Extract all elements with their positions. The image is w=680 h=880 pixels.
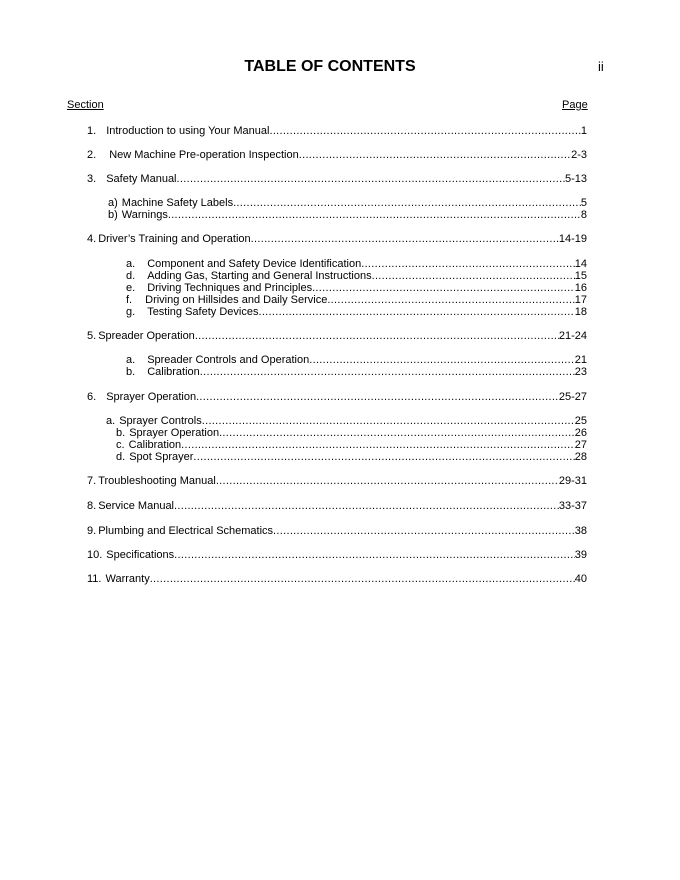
toc-entry-marker: 7. — [87, 475, 97, 487]
page-title: TABLE OF CONTENTS — [244, 58, 416, 75]
toc-entry — [126, 354, 587, 366]
toc-entry — [87, 173, 587, 185]
dot-leader — [181, 439, 575, 451]
toc-entry-label — [126, 270, 372, 282]
toc-entry-title: Driving Techniques and Principles — [147, 282, 313, 294]
dot-leader — [299, 149, 571, 161]
toc-entry-page: 38 — [574, 525, 587, 537]
toc-entry-title: Driving on Hillsides and Daily Service — [145, 294, 328, 306]
toc-entry-label — [126, 258, 361, 270]
toc-entry-page: 1 — [580, 125, 587, 137]
toc-entry — [87, 500, 587, 512]
toc-entry-page: 40 — [574, 573, 587, 585]
toc-entry-marker: 10. — [87, 549, 103, 561]
dot-leader — [202, 415, 575, 427]
toc-entry — [126, 258, 587, 270]
toc-entry-label — [126, 306, 258, 318]
toc-entry-title: Warranty — [105, 573, 150, 585]
dot-leader — [361, 258, 575, 270]
toc-entry-marker: 3. — [87, 173, 97, 185]
toc-entry-page: 39 — [574, 549, 587, 561]
toc-entry-page: 5 — [580, 197, 587, 209]
toc-entry-title: Driver’s Training and Operation — [98, 233, 251, 245]
toc-entry-label — [116, 451, 193, 463]
toc-entry-label — [87, 573, 150, 585]
dot-leader — [193, 451, 574, 463]
toc-entry-page: 21 — [574, 354, 587, 366]
toc-entry-title: Spot Sprayer — [129, 451, 194, 463]
toc-entry-page: 5-13 — [564, 173, 587, 185]
toc-entry-title: Troubleshooting Manual — [98, 475, 216, 487]
toc-entry — [87, 525, 587, 537]
toc-entry — [126, 270, 587, 282]
dot-leader — [372, 270, 575, 282]
toc-entry-title: Adding Gas, Starting and General Instructions — [147, 270, 372, 282]
toc-entry — [87, 330, 587, 342]
toc-entry-marker: 1. — [87, 125, 97, 137]
toc-entry-marker: 2. — [87, 149, 97, 161]
toc-entry — [126, 306, 587, 318]
toc-entry-label — [87, 173, 177, 185]
toc-entry-marker: f. — [126, 294, 133, 306]
toc-entry-label — [87, 233, 251, 245]
toc-entry-label — [108, 197, 233, 209]
toc-entry-title: Warnings — [121, 209, 168, 221]
toc-entry-title: Testing Safety Devices — [147, 306, 259, 318]
toc-entry-title: Service Manual — [98, 500, 175, 512]
toc-entry — [87, 233, 587, 245]
toc-entry-marker: g. — [126, 306, 136, 318]
toc-entry-marker: b. — [116, 427, 126, 439]
toc-entry-marker: a) — [108, 197, 118, 209]
toc-entry-page: 2-3 — [571, 149, 587, 161]
dot-leader — [195, 330, 559, 342]
toc-entry-marker: 6. — [87, 391, 97, 403]
toc-entry — [106, 415, 587, 427]
toc-entry — [126, 366, 587, 378]
toc-entry-page: 25-27 — [558, 391, 587, 403]
toc-entry-title: Safety Manual — [106, 173, 177, 185]
toc-entry — [87, 391, 587, 403]
toc-entry-title: New Machine Pre-operation Inspection — [109, 149, 299, 161]
toc-entry-title: Component and Safety Device Identification — [147, 258, 362, 270]
dot-leader — [177, 173, 565, 185]
toc-entry-marker: a. — [126, 258, 136, 270]
dot-leader — [196, 391, 559, 403]
toc-entry-page: 26 — [574, 427, 587, 439]
toc-entry-label — [87, 125, 269, 137]
toc-entry-page: 15 — [574, 270, 587, 282]
toc-entry-label — [126, 282, 312, 294]
toc-entry-page: 14-19 — [558, 233, 587, 245]
dot-leader — [269, 125, 580, 137]
dot-leader — [312, 282, 575, 294]
toc-entry — [108, 209, 587, 221]
toc-entry-label — [108, 209, 168, 221]
toc-entry-marker: d. — [116, 451, 126, 463]
toc-entry-marker: 9. — [87, 525, 97, 537]
toc-entry-marker: b) — [108, 209, 118, 221]
toc-entry-title: Machine Safety Labels — [121, 197, 234, 209]
toc-entry-marker: 4. — [87, 233, 97, 245]
toc-entry-label — [87, 525, 273, 537]
dot-leader — [150, 573, 575, 585]
toc-entry-label — [126, 354, 309, 366]
page-column-header: Page — [562, 99, 588, 111]
toc-entry-title: Plumbing and Electrical Schematics — [98, 525, 274, 537]
toc-entry — [126, 294, 587, 306]
toc-entry-marker: 5. — [87, 330, 97, 342]
toc-entry-label — [87, 391, 196, 403]
toc-entry-title: Introduction to using Your Manual — [106, 125, 270, 137]
toc-entry-page: 28 — [574, 451, 587, 463]
toc-entry-label — [116, 427, 219, 439]
toc-entry-title: Spreader Controls and Operation — [147, 354, 310, 366]
toc-entry-page: 29-31 — [558, 475, 587, 487]
toc-entry-marker: 11. — [87, 573, 102, 585]
toc-entry-title: Specifications — [106, 549, 175, 561]
toc-entry — [87, 125, 587, 137]
toc-entry — [87, 149, 587, 161]
toc-entry-marker: 8. — [87, 500, 97, 512]
dot-leader — [216, 475, 559, 487]
dot-leader — [174, 549, 575, 561]
toc-entry-label — [87, 330, 195, 342]
toc-entry — [87, 475, 587, 487]
toc-entry-label — [87, 549, 174, 561]
toc-entry-page: 18 — [574, 306, 587, 318]
toc-entry-page: 17 — [574, 294, 587, 306]
toc-entry-page: 27 — [574, 439, 587, 451]
toc-entry — [116, 427, 587, 439]
toc-entry — [116, 451, 587, 463]
toc-entry-label — [87, 500, 174, 512]
toc-entry-label — [87, 475, 216, 487]
toc-entry-marker: b. — [126, 366, 136, 378]
toc-entry-title: Sprayer Operation — [129, 427, 220, 439]
section-column-header: Section — [67, 99, 104, 111]
toc-entry — [126, 282, 587, 294]
toc-entry — [116, 439, 587, 451]
dot-leader — [174, 500, 559, 512]
toc-entry-label — [126, 366, 200, 378]
toc-entry — [108, 197, 587, 209]
dot-leader — [200, 366, 575, 378]
toc-entry-page: 8 — [580, 209, 587, 221]
dot-leader — [251, 233, 559, 245]
dot-leader — [273, 525, 575, 537]
dot-leader — [233, 197, 581, 209]
dot-leader — [219, 427, 575, 439]
toc-entry-page: 14 — [574, 258, 587, 270]
dot-leader — [327, 294, 574, 306]
toc-entry — [87, 573, 587, 585]
toc-entry-page: 16 — [574, 282, 587, 294]
toc-entry-page: 25 — [574, 415, 587, 427]
dot-leader — [168, 209, 581, 221]
toc-entry-marker: e. — [126, 282, 136, 294]
toc-entry-label — [126, 294, 327, 306]
toc-entry-label — [116, 439, 181, 451]
toc-entry-page: 21-24 — [558, 330, 587, 342]
toc-entry — [87, 549, 587, 561]
toc-entry-title: Sprayer Operation — [106, 391, 197, 403]
toc-entry-marker: a. — [106, 415, 116, 427]
dot-leader — [309, 354, 575, 366]
toc-entry-page: 23 — [574, 366, 587, 378]
toc-entry-title: Calibration — [128, 439, 182, 451]
toc-entry-label — [87, 149, 299, 161]
dot-leader — [258, 306, 574, 318]
toc-entry-title: Spreader Operation — [98, 330, 195, 342]
page-number: ii — [598, 59, 604, 74]
toc-entry-page: 33-37 — [558, 500, 587, 512]
toc-entry-marker: a. — [126, 354, 136, 366]
toc-entry-marker: d. — [126, 270, 136, 282]
toc-entry-title: Sprayer Controls — [119, 415, 202, 427]
toc-entry-title: Calibration — [147, 366, 200, 378]
toc-entry-marker: c. — [116, 439, 125, 451]
toc-entry-label — [106, 415, 202, 427]
